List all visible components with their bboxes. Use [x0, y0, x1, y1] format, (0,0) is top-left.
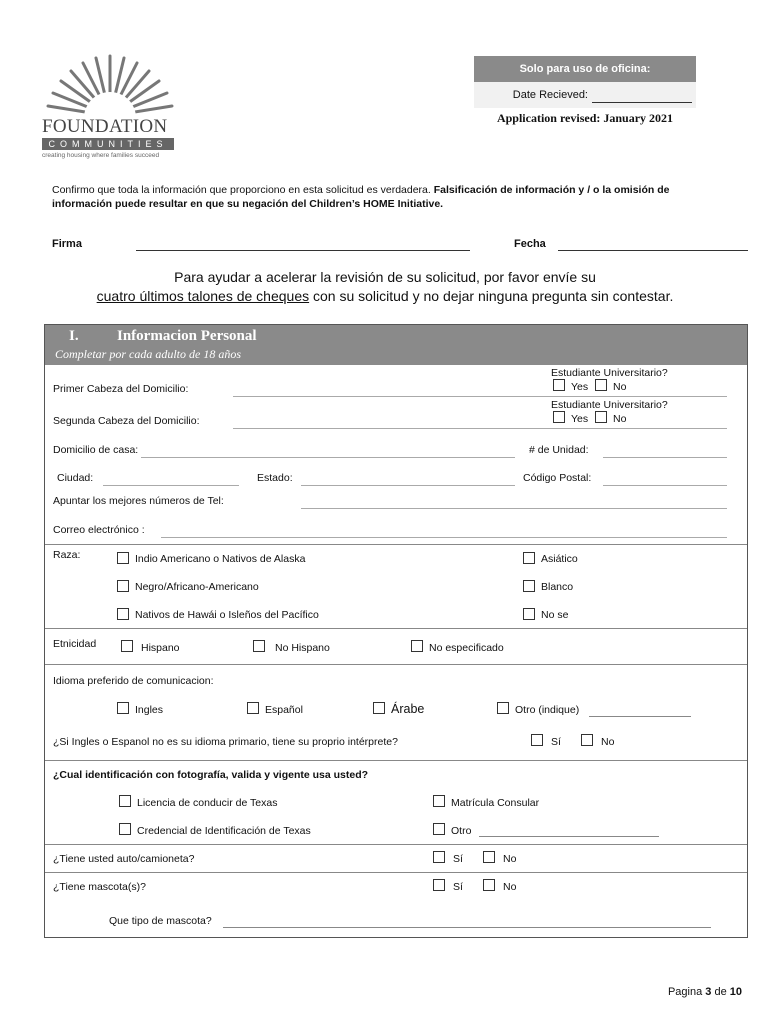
date-received-field[interactable]	[592, 88, 692, 103]
page-prefix: Pagina	[667, 986, 706, 998]
interpreter-si-label: Sí	[551, 736, 561, 748]
student-no-checkbox-2[interactable]	[595, 411, 607, 423]
student-question-1: Estudiante Universitario?	[551, 367, 668, 379]
head1-label: Primer Cabeza del Domicilio:	[53, 383, 189, 395]
date-label: Fecha	[514, 238, 546, 250]
office-use-box	[474, 56, 696, 129]
interpreter-no-label: No	[601, 736, 615, 748]
car-si-checkbox[interactable]	[433, 851, 445, 863]
logo-band: COMMUNITIES	[42, 138, 174, 150]
city-field[interactable]	[103, 484, 239, 486]
help-line-2: con su solicitud y no dejar ninguna pregunta sin contestar.	[309, 288, 674, 304]
id-checkbox-other[interactable]	[433, 823, 445, 835]
date-field[interactable]	[558, 249, 748, 251]
pet-si-checkbox[interactable]	[433, 879, 445, 891]
confirmation-statement	[52, 183, 732, 211]
race-option-unknown: No se	[541, 609, 569, 621]
ethnicity-checkbox-non-hispanic[interactable]	[253, 640, 265, 652]
language-checkbox-spanish[interactable]	[247, 702, 259, 714]
head2-field[interactable]	[233, 427, 727, 429]
interpreter-no-checkbox[interactable]	[581, 734, 593, 746]
address-field[interactable]	[141, 456, 515, 458]
language-option-spanish: Español	[265, 704, 303, 716]
student-no-label-2: No	[613, 413, 627, 425]
pet-si-label: Sí	[453, 881, 463, 893]
date-received-label: Date Recieved:	[512, 89, 588, 101]
race-checkbox-black[interactable]	[117, 580, 129, 592]
pet-no-checkbox[interactable]	[483, 879, 495, 891]
language-option-other: Otro (indique)	[515, 704, 580, 716]
address-label: Domicilio de casa:	[53, 444, 139, 456]
ethnicity-option-hispanic: Hispano	[141, 642, 180, 654]
car-no-checkbox[interactable]	[483, 851, 495, 863]
foundation-communities-logo	[40, 52, 180, 162]
personal-info-section	[44, 324, 748, 938]
page-current: 3	[705, 986, 712, 998]
email-label: Correo electrónico :	[53, 524, 145, 536]
email-field[interactable]	[161, 536, 727, 538]
divider	[45, 760, 747, 761]
student-no-label-1: No	[613, 381, 627, 393]
help-underlined: cuatro últimos talones de cheques	[96, 288, 310, 304]
page-number	[668, 986, 742, 998]
sunburst-icon	[40, 52, 180, 118]
language-option-english: Ingles	[135, 704, 164, 716]
student-no-checkbox-1[interactable]	[595, 379, 607, 391]
student-question-2: Estudiante Universitario?	[551, 399, 668, 411]
state-label: Estado:	[257, 472, 293, 484]
id-option-texas-id: Credencial de Identificación de Texas	[137, 825, 311, 837]
id-question: ¿Cual identificación con fotografía, valida y vigente usa usted?	[53, 769, 369, 781]
divider	[45, 664, 747, 665]
ethnicity-option-unspecified: No especificado	[429, 642, 504, 654]
id-option-other: Otro	[451, 825, 472, 837]
help-instructions	[60, 268, 710, 306]
language-other-field[interactable]	[589, 715, 691, 717]
date-received-row	[474, 82, 696, 108]
divider	[45, 872, 747, 873]
race-option-black: Negro/Africano-Americano	[135, 581, 259, 593]
pet-no-label: No	[503, 881, 517, 893]
section-header	[45, 325, 747, 365]
race-checkbox-asian[interactable]	[523, 552, 535, 564]
race-option-native-american: Indio Americano o Nativos de Alaska	[135, 553, 306, 565]
race-checkbox-unknown[interactable]	[523, 608, 535, 620]
divider	[45, 544, 747, 545]
car-question: ¿Tiene usted auto/camioneta?	[53, 853, 195, 865]
language-checkbox-english[interactable]	[117, 702, 129, 714]
car-no-label: No	[503, 853, 517, 865]
race-checkbox-pacific[interactable]	[117, 608, 129, 620]
phone-label: Apuntar los mejores números de Tel:	[53, 495, 224, 507]
confirmation-text: Confirmo que toda la información que proporciono en esta solicitud es verdadera.	[52, 184, 434, 196]
interpreter-si-checkbox[interactable]	[531, 734, 543, 746]
logo-tagline: creating housing where families succeed	[42, 152, 160, 159]
divider	[45, 844, 747, 845]
id-checkbox-texas-license[interactable]	[119, 795, 131, 807]
page-mid: de	[711, 986, 730, 998]
id-option-matricula: Matrícula Consular	[451, 797, 540, 809]
ethnicity-checkbox-unspecified[interactable]	[411, 640, 423, 652]
student-yes-checkbox-2[interactable]	[553, 411, 565, 423]
unit-field[interactable]	[603, 456, 727, 458]
phone-field[interactable]	[301, 507, 727, 509]
race-option-white: Blanco	[541, 581, 574, 593]
confirmation-warning: Falsificación de información y / o la omisión de información puede resultar en que su negación del Children’s HOME Initiative.	[52, 184, 670, 210]
id-other-field[interactable]	[479, 835, 659, 837]
car-si-label: Sí	[453, 853, 463, 865]
signature-label: Firma	[52, 238, 82, 250]
section-title-text: Informacion Personal	[117, 328, 257, 344]
application-revised: Application revised: January 2021	[496, 111, 674, 125]
race-option-asian: Asiático	[541, 553, 578, 565]
help-line-1: Para ayudar a acelerar la revisión de su solicitud, por favor envíe su	[174, 269, 596, 285]
zip-field[interactable]	[603, 484, 727, 486]
pet-type-label: Que tipo de mascota?	[109, 915, 212, 927]
race-label: Raza:	[53, 549, 81, 561]
logo-name: FOUNDATION	[42, 116, 168, 137]
id-checkbox-matricula[interactable]	[433, 795, 445, 807]
race-checkbox-native-american[interactable]	[117, 552, 129, 564]
divider	[45, 628, 747, 629]
interpreter-question: ¿Si Ingles o Espanol no es su idioma primario, tiene su proprio intérprete?	[53, 736, 398, 748]
language-option-arabic: Árabe	[391, 702, 425, 716]
student-yes-label-2: Yes	[571, 413, 589, 425]
office-use-header: Solo para uso de oficina:	[474, 56, 696, 82]
ethnicity-label: Etnicidad	[53, 638, 97, 650]
head2-label: Segunda Cabeza del Domicilio:	[53, 415, 200, 427]
race-checkbox-white[interactable]	[523, 580, 535, 592]
pet-type-field[interactable]	[223, 926, 711, 928]
state-field[interactable]	[301, 484, 515, 486]
race-option-pacific: Nativos de Hawái o Isleños del Pacífico	[135, 609, 319, 621]
section-subtitle: Completar por cada adulto de 18 años	[55, 347, 241, 361]
student-yes-checkbox-1[interactable]	[553, 379, 565, 391]
language-checkbox-arabic[interactable]	[373, 702, 385, 714]
ethnicity-option-non-hispanic: No Hispano	[275, 642, 330, 654]
pet-question: ¿Tiene mascota(s)?	[53, 881, 146, 893]
id-checkbox-texas-id[interactable]	[119, 823, 131, 835]
city-label: Ciudad:	[57, 472, 94, 484]
id-option-texas-license: Licencia de conducir de Texas	[137, 797, 278, 809]
page-total: 10	[729, 986, 742, 998]
language-checkbox-other[interactable]	[497, 702, 509, 714]
head1-field[interactable]	[233, 395, 727, 397]
signature-field[interactable]	[136, 249, 470, 251]
unit-label: # de Unidad:	[529, 444, 589, 456]
ethnicity-checkbox-hispanic[interactable]	[121, 640, 133, 652]
student-yes-label-1: Yes	[571, 381, 589, 393]
section-number: I.	[69, 328, 79, 344]
section-title	[69, 328, 257, 345]
language-label: Idioma preferido de comunicacion:	[53, 675, 214, 687]
zip-label: Código Postal:	[523, 472, 592, 484]
